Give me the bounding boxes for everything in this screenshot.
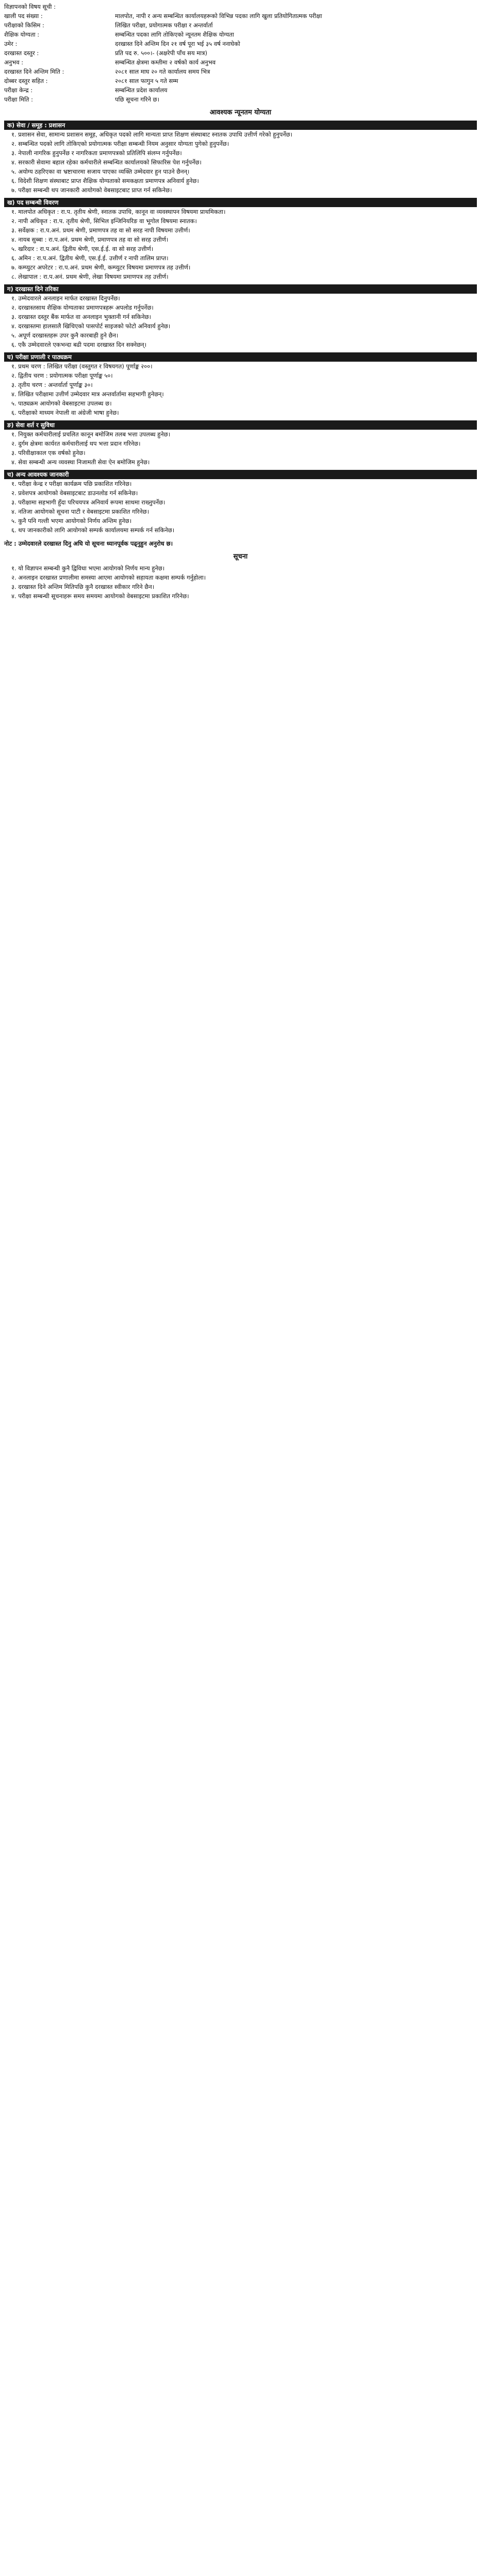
main-heading: आवश्यक न्यूनतम योग्यता xyxy=(209,109,272,116)
section-3-list xyxy=(4,294,477,349)
info-row xyxy=(4,39,477,48)
list-item: २. नापी अधिकृत : रा.प. तृतीय श्रेणी, सिभिल इन्जिनियरिङ वा भूगोल विषयमा स्नातक। xyxy=(11,217,197,225)
list-item: ४. दरखास्तमा हालसालै खिचिएको पासपोर्ट साइजको फोटो अनिवार्य हुनेछ। xyxy=(11,323,171,330)
list-item: ६. थप जानकारीको लागि आयोगको सम्पर्क कार्यालयमा सम्पर्क गर्न सकिनेछ। xyxy=(11,527,175,534)
list-item: ७. कम्प्युटर अपरेटर : रा.प.अनं. प्रथम श्रेणी, कम्प्युटर विषयमा प्रमाणपत्र तह उत्तीर्ण। xyxy=(11,264,191,271)
list-item: १. नियुक्त कर्मचारीलाई प्रचलित कानून बमोजिम तलब भत्ता उपलब्ध हुनेछ। xyxy=(11,431,171,438)
info-row xyxy=(4,48,477,58)
list-item: ४. नायब सुब्बा : रा.प.अनं. प्रथम श्रेणी, प्रमाणपत्र तह वा सो सरह उत्तीर्ण। xyxy=(11,236,169,243)
list-item: ८. लेखापाल : रा.प.अनं. प्रथम श्रेणी, लेखा विषयमा प्रमाणपत्र तह उत्तीर्ण। xyxy=(11,273,169,280)
list-item: १. परीक्षा केन्द्र र परीक्षा कार्यक्रम पछि प्रकाशित गरिनेछ। xyxy=(11,480,132,487)
info-value: प्रति पद रु. ५००।- (अक्षरेपी पाँच सय मात्र) xyxy=(115,49,207,57)
section-5-list xyxy=(4,430,477,467)
info-label: शैक्षिक योग्यता : xyxy=(4,31,40,38)
info-label: विज्ञापनको विषय सूची : xyxy=(4,3,56,10)
section-4-band: घ) परीक्षा प्रणाली र पाठ्यक्रम xyxy=(4,352,477,362)
info-row xyxy=(4,11,477,21)
section-4-list xyxy=(4,362,477,417)
list-item: ३. नेपाली नागरिक हुनुपर्नेछ र नागरिकता प्रमाणपत्रको प्रतिलिपि संलग्न गर्नुपर्नेछ। xyxy=(11,149,182,157)
info-value: सम्बन्धित क्षेत्रमा कम्तीमा २ वर्षको कार्य अनुभव xyxy=(115,59,216,66)
list-item: ३. परिवीक्षाकाल एक वर्षको हुनेछ। xyxy=(11,449,86,456)
info-row xyxy=(4,30,477,39)
list-item: ३. सर्वेक्षक : रा.प.अनं. प्रथम श्रेणी, प्रमाणपत्र तह वा सो सरह नापी विषयमा उत्तीर्ण। xyxy=(11,227,190,234)
info-row xyxy=(4,58,477,67)
info-value xyxy=(115,2,476,11)
list-item: ३. तृतीय चरण : अन्तर्वार्ता पूर्णाङ्क ३०। xyxy=(11,381,93,388)
info-label: परीक्षा केन्द्र : xyxy=(4,87,33,94)
list-item: ६. अमिन : रा.प.अनं. द्वितीय श्रेणी, एस.ई.ई. उत्तीर्ण र नापी तालिम प्राप्त। xyxy=(11,255,169,262)
info-label: उमेर : xyxy=(4,40,18,47)
info-table xyxy=(4,2,477,104)
list-item: ६. विदेशी शिक्षण संस्थाबाट प्राप्त शैक्षिक योग्यताको समकक्षता प्रमाणपत्र अनिवार्य हुनेछ। xyxy=(11,177,199,184)
info-label: दरखास्त दस्तुर : xyxy=(4,49,39,57)
info-row xyxy=(4,21,477,30)
list-item: १. उम्मेदवारले अनलाइन मार्फत दरखास्त दिनुपर्नेछ। xyxy=(11,295,120,302)
info-label: परीक्षाको किसिम : xyxy=(4,22,44,29)
section-6-list xyxy=(4,479,477,535)
info-value: २०८१ साल माघ २० गते कार्यालय समय भित्र xyxy=(115,68,210,75)
list-item: ४. परीक्षा सम्बन्धी सूचनाहरू समय समयमा आयोगको वेबसाइटमा प्रकाशित गरिनेछ। xyxy=(11,592,189,600)
list-item: २. अनलाइन दरखास्त प्रणालीमा समस्या आएमा आयोगको सहायता कक्षमा सम्पर्क गर्नुहोला। xyxy=(11,574,206,581)
list-item: १. मालपोत अधिकृत : रा.प. तृतीय श्रेणी, स्नातक उपाधि, कानून वा व्यवस्थापन विषयमा प्राथमिकता। xyxy=(11,208,226,215)
section-1-band: क) सेवा / समूह : प्रशासन xyxy=(4,121,477,130)
info-label: अनुभव : xyxy=(4,59,24,66)
list-item: ६. एकै उम्मेदवारले एकभन्दा बढी पदमा दरखास्त दिन सक्नेछन्। xyxy=(11,341,147,348)
list-item: २. द्वितीय चरण : प्रयोगात्मक परीक्षा पूर्णाङ्क ५०। xyxy=(11,372,113,379)
section-2-band: ख) पद सम्बन्धी विवरण xyxy=(4,198,477,207)
section-1-list xyxy=(4,130,477,195)
document-body xyxy=(4,2,477,601)
list-item: ४. सेवा सम्बन्धी अन्य व्यवस्था निजामती सेवा ऐन बमोजिम हुनेछ। xyxy=(11,459,150,466)
list-item: ४. लिखित परीक्षामा उत्तीर्ण उम्मेदवार मात्र अन्तर्वार्तामा सहभागी हुनेछन्। xyxy=(11,391,164,398)
info-label: दरखास्त दिने अन्तिम मिति : xyxy=(4,68,64,75)
list-item: ५. अपूर्ण दरखास्तहरू उपर कुनै कारबाही हुने छैन। xyxy=(11,332,119,339)
info-value: लिखित परीक्षा, प्रयोगात्मक परीक्षा र अन्तर्वार्ता xyxy=(115,22,213,29)
info-label: परीक्षा मिति : xyxy=(4,96,34,103)
list-item: २. दरखास्तसाथ शैक्षिक योग्यताका प्रमाणपत्रहरू अपलोड गर्नुपर्नेछ। xyxy=(11,304,154,311)
footer-list xyxy=(4,564,477,601)
info-value: मालपोत, नापी र अन्य सम्बन्धित कार्यालयहरूको विभिन्न पदका लागि खुला प्रतियोगितात्मक परीक्षा xyxy=(115,12,322,20)
info-label: खाली पद संख्या : xyxy=(4,12,43,20)
list-item: ३. दरखास्त दस्तुर बैंक मार्फत वा अनलाइन भुक्तानी गर्न सकिनेछ। xyxy=(11,313,152,320)
list-item: १. प्रशासन सेवा, सामान्य प्रशासन समूह, अधिकृत पदको लागि मान्यता प्राप्त शिक्षण संस्थाबाट स्नातक उपाधि उत्तीर्ण गरेको हुनुपर्नेछ। xyxy=(11,131,293,138)
info-row xyxy=(4,95,477,104)
list-item: ४. सरकारी सेवामा बहाल रहेका कर्मचारीले सम्बन्धित कार्यालयको सिफारिस पेश गर्नुपर्नेछ। xyxy=(11,159,202,166)
section-5-band: ङ) सेवा शर्त र सुविधा xyxy=(4,420,477,430)
section-3-band: ग) दरखास्त दिने तरिका xyxy=(4,284,477,294)
list-item: १. यो विज्ञापन सम्बन्धी कुनै द्विविधा भएमा आयोगको निर्णय मान्य हुनेछ। xyxy=(11,565,165,572)
list-item: ६. परीक्षाको माध्यम नेपाली वा अंग्रेजी भाषा हुनेछ। xyxy=(11,409,119,416)
list-item: १. प्रथम चरण : लिखित परीक्षा (वस्तुगत र विषयगत) पूर्णाङ्क २००। xyxy=(11,363,153,370)
list-item: ४. नतिजा आयोगको सूचना पाटी र वेबसाइटमा प्रकाशित गरिनेछ। xyxy=(11,508,150,515)
info-row xyxy=(4,2,477,11)
footer-heading: सूचना xyxy=(233,553,248,561)
list-item: ३. दरखास्त दिने अन्तिम मितिपछि कुनै दरखास्त स्वीकार गरिने छैन। xyxy=(11,583,155,590)
info-value: सम्बन्धित पदका लागि तोकिएको न्यूनतम शैक्षिक योग्यता xyxy=(115,31,234,38)
info-label: दोब्बर दस्तुर सहित : xyxy=(4,77,48,84)
list-item: ५. खरिदार : रा.प.अनं. द्वितीय श्रेणी, एस.ई.ई. वा सो सरह उत्तीर्ण। xyxy=(11,245,154,252)
list-item: ५. कुनै पनि गल्ती भएमा आयोगको निर्णय अन्तिम हुनेछ। xyxy=(11,517,132,524)
info-row xyxy=(4,76,477,86)
list-item: ३. परीक्षामा सहभागी हुँदा परिचयपत्र अनिवार्य रूपमा साथमा राख्नुपर्नेछ। xyxy=(11,499,165,506)
list-item: ५. पाठ्यक्रम आयोगको वेबसाइटमा उपलब्ध छ। xyxy=(11,400,112,407)
section-2-list xyxy=(4,207,477,281)
list-item: ७. परीक्षा सम्बन्धी थप जानकारी आयोगको वेबसाइटबाट प्राप्त गर्न सकिनेछ। xyxy=(11,187,172,194)
footer-banner: नोट : उम्मेदवारले दरखास्त दिनु अघि यो सूचना ध्यानपूर्वक पढ्नुहुन अनुरोध छ। xyxy=(4,540,173,547)
info-value: दरखास्त दिने अन्तिम दिन २१ वर्ष पूरा भई ३५ वर्ष ननाघेको xyxy=(115,40,240,47)
info-row xyxy=(4,86,477,95)
list-item: २. प्रवेशपत्र आयोगको वेबसाइटबाट डाउनलोड गर्न सकिनेछ। xyxy=(11,489,138,497)
info-value: सम्बन्धित प्रदेश कार्यालय xyxy=(115,87,168,94)
section-6-band: च) अन्य आवश्यक जानकारी xyxy=(4,470,477,479)
list-item: २. सम्बन्धित पदको लागि तोकिएको प्रयोगात्मक परीक्षा सम्बन्धी नियम अनुसार योग्यता पुगेको हुनुपर्नेछ। xyxy=(11,140,229,147)
list-item: ५. अयोग्य ठहरिएका वा भ्रष्टाचारमा सजाय पाएका व्यक्ति उम्मेदवार हुन पाउने छैनन्। xyxy=(11,168,190,175)
list-item: २. दुर्गम क्षेत्रमा कार्यरत कर्मचारीलाई थप भत्ता प्रदान गरिनेछ। xyxy=(11,440,141,447)
info-value: पछि सूचना गरिने छ। xyxy=(115,96,159,103)
info-row xyxy=(4,67,477,76)
info-value: २०८१ साल फागुन ५ गते सम्म xyxy=(115,77,178,84)
